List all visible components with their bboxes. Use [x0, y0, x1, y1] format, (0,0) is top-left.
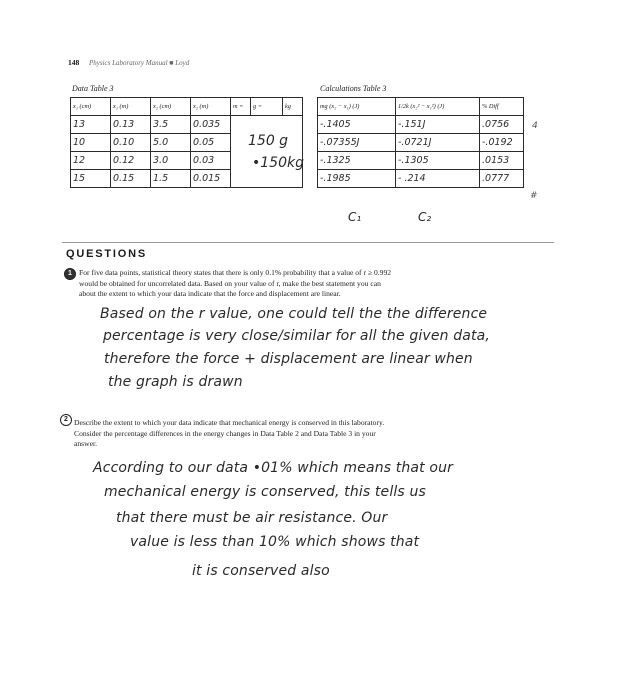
table-row	[318, 134, 524, 152]
table-row	[318, 116, 524, 134]
question-2-prompt	[74, 418, 384, 450]
cell: 0.15	[111, 170, 151, 188]
cell: 10	[71, 134, 111, 152]
cell: 5.0	[151, 134, 191, 152]
col-header: kg	[283, 98, 303, 116]
data-table-header-row	[71, 98, 303, 116]
prompt-line: Describe the extent to which your data indicate that mechanical energy is conserved in this laboratory.	[74, 418, 385, 427]
answer-2-line: mechanical energy is conserved, this tells us	[104, 484, 426, 500]
col-header: % Diff	[480, 98, 524, 116]
label-c2: C₂	[418, 210, 432, 224]
label-c1: C₁	[348, 210, 362, 224]
page-number: 148	[68, 58, 80, 67]
calc-table-header-row	[318, 98, 524, 116]
cell: 15	[71, 170, 111, 188]
running-head: Physics Laboratory Manual ■ Loyd	[89, 59, 190, 67]
calc-table	[317, 97, 524, 188]
mass-value-grams: 150 g	[248, 133, 289, 149]
cell: -.0721J	[396, 134, 480, 152]
margin-mark: #	[530, 191, 538, 201]
answer-2-line: value is less than 10% which shows that	[130, 534, 420, 550]
data-table-caption: Data Table 3	[72, 84, 114, 93]
cell: -.151J	[396, 116, 480, 134]
col-header: mg (x₂ − x₁) (J)	[318, 98, 396, 116]
answer-1-line: Based on the r value, one could tell the the difference	[100, 306, 488, 322]
question-1-number: 1	[64, 268, 76, 280]
cell: 1.5	[151, 170, 191, 188]
prompt-line: answer.	[74, 439, 97, 448]
answer-2-line: it is conserved also	[192, 563, 330, 579]
cell: -.1325	[318, 152, 396, 170]
col-header: m =	[231, 98, 251, 116]
cell: -.1405	[318, 116, 396, 134]
cell: .0756	[480, 116, 524, 134]
cell: 12	[71, 152, 111, 170]
calc-table-caption: Calculations Table 3	[320, 84, 387, 93]
cell: -.0192	[480, 134, 524, 152]
prompt-line: about the extent to which your data indicate that the force and displacement are linear.	[79, 289, 341, 298]
cell: 0.13	[111, 116, 151, 134]
cell: 0.035	[191, 116, 231, 134]
cell: 3.0	[151, 152, 191, 170]
cell: .0777	[480, 170, 524, 188]
answer-2-line: that there must be air resistance. Our	[116, 510, 388, 526]
questions-heading: QUESTIONS	[66, 248, 147, 260]
cell: 0.015	[191, 170, 231, 188]
section-divider	[62, 242, 554, 243]
prompt-line: would be obtained for uncorrelated data. Based on your value of r, make the best statement you can	[79, 278, 381, 288]
question-2-number: 2	[60, 414, 72, 426]
col-header: x₂ (m)	[191, 98, 231, 116]
cell: .0153	[480, 152, 524, 170]
prompt-line: For five data points, statistical theory states that there is only 0.1% probability that a value of r ≥ 0.992	[79, 268, 392, 277]
cell: 0.03	[191, 152, 231, 170]
col-header: x₂ (cm)	[151, 98, 191, 116]
cell: 0.12	[111, 152, 151, 170]
cell: -.07355J	[318, 134, 396, 152]
page-header	[68, 58, 189, 67]
col-header: x₁ (m)	[111, 98, 151, 116]
question-1-prompt	[79, 268, 391, 300]
answer-2-line: According to our data •01% which means that our	[93, 460, 454, 476]
col-header: 1/2k (x₂² − x₁²) (J)	[396, 98, 480, 116]
col-header: g =	[251, 98, 283, 116]
cell: -.1985	[318, 170, 396, 188]
answer-1-line: therefore the force + displacement are linear when	[104, 351, 473, 367]
cell: 0.05	[191, 134, 231, 152]
table-row	[318, 170, 524, 188]
answer-1-line: the graph is drawn	[108, 374, 243, 390]
col-header: x₁ (cm)	[71, 98, 111, 116]
answer-1-line: percentage is very close/similar for all the given data,	[103, 328, 490, 344]
cell: 3.5	[151, 116, 191, 134]
cell: 0.10	[111, 134, 151, 152]
table-row	[318, 152, 524, 170]
cell: 13	[71, 116, 111, 134]
mass-value-kg: •150kg	[252, 155, 304, 171]
prompt-line: Consider the percentage differences in the energy changes in Data Table 2 and Data Table 3 in your	[74, 428, 376, 438]
cell: -.1305	[396, 152, 480, 170]
cell: - .214	[396, 170, 480, 188]
margin-mark: 4	[532, 121, 538, 131]
